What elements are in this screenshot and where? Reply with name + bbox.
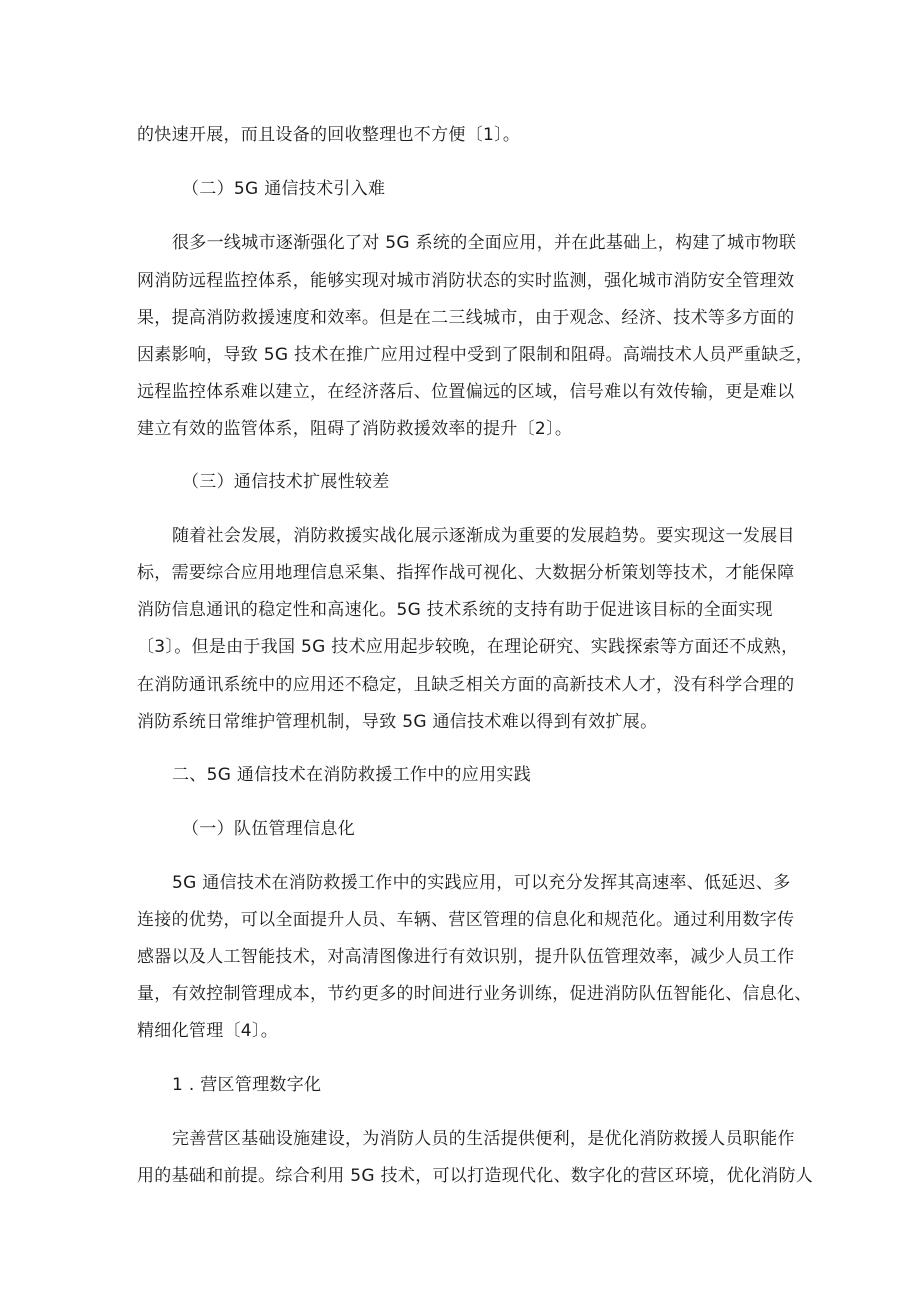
paragraph-line: 网消防远程监控体系，能够实现对城市消防状态的实时监测，强化城市消防安全管理效	[137, 271, 795, 291]
paragraph-line: 的快速开展，而且设备的回收整理也不方便〔1〕。	[137, 125, 521, 145]
section-heading: 二、5G 通信技术在消防救援工作中的应用实践	[172, 765, 531, 785]
numbered-heading: 1 . 营区管理数字化	[172, 1075, 322, 1095]
paragraph-line: 量，有效控制管理成本，节约更多的时间进行业务训练，促进消防队伍智能化、信息化、	[137, 984, 812, 1004]
paragraph-line: 很多一线城市逐渐强化了对 5G 系统的全面应用，并在此基础上，构建了城市物联	[172, 233, 797, 253]
section-subheading: （二）5G 通信技术引入难	[182, 179, 386, 199]
paragraph-line: 因素影响，导致 5G 技术在推广应用过程中受到了限制和阻碍。高端技术人员严重缺乏，	[137, 345, 814, 365]
paragraph-line: 〔3〕。但是由于我国 5G 技术应用起步较晚，在理论研究、实践探索等方面还不成熟，	[137, 637, 799, 657]
paragraph-line: 在消防通讯系统中的应用还不稳定，且缺乏相关方面的高新技术人才，没有科学合理的	[137, 675, 795, 695]
paragraph-line: 标，需要综合应用地理信息采集、指挥作战可视化、大数据分析策划等技术，才能保障	[137, 563, 795, 583]
paragraph-line: 建立有效的监管体系，阻碍了消防救援效率的提升〔2〕。	[137, 419, 573, 439]
paragraph-line: 远程监控体系难以建立，在经济落后、位置偏远的区域，信号难以有效传输，更是难以	[137, 382, 795, 402]
paragraph-line: 果，提高消防救援速度和效率。但是在二三线城市，由于观念、经济、技术等多方面的	[137, 308, 795, 328]
paragraph-line: 消防信息通讯的稳定性和高速化。5G 技术系统的支持有助于促进该目标的全面实现	[137, 600, 773, 620]
paragraph-line: 感器以及人工智能技术，对高清图像进行有效识别，提升队伍管理效率，减少人员工作	[137, 947, 795, 967]
paragraph-line: 用的基础和前提。综合利用 5G 技术，可以打造现代化、数字化的营区环境，优化消防人	[137, 1166, 814, 1186]
paragraph-line: 完善营区基础设施建设，为消防人员的生活提供便利，是优化消防救援人员职能作	[172, 1129, 795, 1149]
paragraph-line: 连接的优势，可以全面提升人员、车辆、营区管理的信息化和规范化。通过利用数字传	[137, 910, 795, 930]
paragraph-line: 消防系统日常维护管理机制，导致 5G 通信技术难以得到有效扩展。	[137, 712, 658, 732]
section-subheading: （三）通信技术扩展性较差	[182, 472, 390, 492]
paragraph-line: 随着社会发展，消防救援实战化展示逐渐成为重要的发展趋势。要实现这一发展目	[172, 526, 795, 546]
paragraph-line: 精细化管理〔4〕。	[137, 1021, 279, 1041]
section-subheading: （一）队伍管理信息化	[182, 819, 355, 839]
paragraph-line: 5G 通信技术在消防救援工作中的实践应用，可以充分发挥其高速率、低延迟、多	[172, 873, 791, 893]
